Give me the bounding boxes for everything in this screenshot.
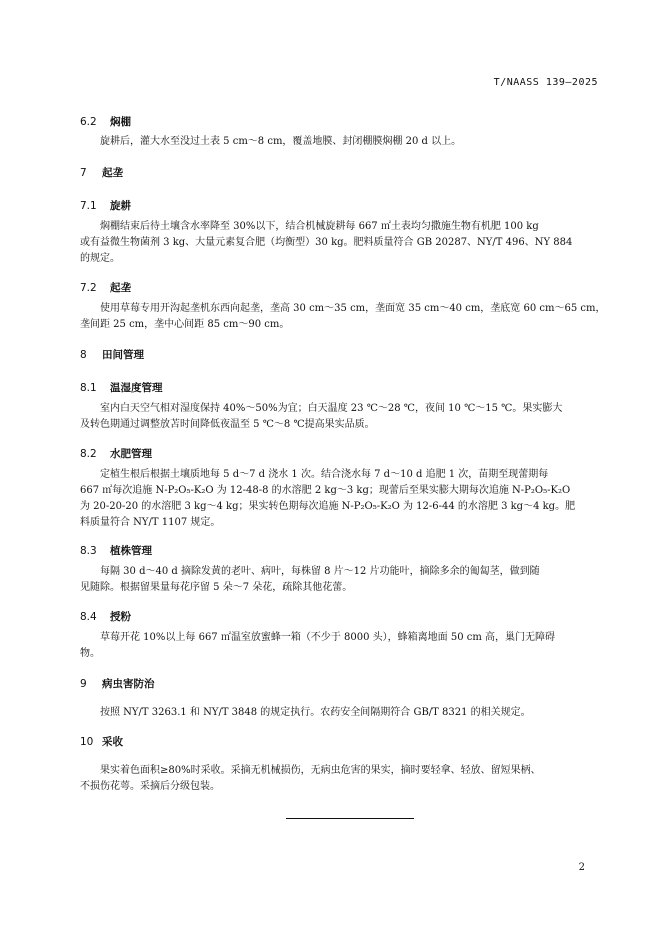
section-body-7-1 bbox=[80, 219, 604, 267]
body-line: 旋耕后，灌大水至没过土表 5 cm～8 cm，覆盖地膜、封闭棚膜焖棚 20 d 以上。 bbox=[100, 136, 462, 147]
section-body-8-1 bbox=[80, 401, 604, 433]
body-line: 按照 NY/T 3263.1 和 NY/T 3848 的规定执行。农药安全间隔期符合 GB/T 8321 的相关规定。 bbox=[100, 707, 531, 718]
section-number: 10 bbox=[80, 736, 94, 748]
section-title: 起垄 bbox=[110, 282, 131, 294]
body-line: 室内白天空气相对湿度保持 40%～50%为宜；白天温度 23 ℃～28 ℃，夜间 10 ℃～15 ℃。果实膨大 bbox=[100, 403, 563, 414]
body-line: 使用草莓专用开沟起垄机东西向起垄，垄高 30 cm～35 cm，垄面宽 35 cm～40 cm，垄底宽 60 cm～65 cm， bbox=[100, 303, 606, 314]
section-heading-8-4 bbox=[80, 609, 131, 624]
section-number: 7 bbox=[80, 167, 87, 179]
body-line: 或有益微生物菌剂 3 kg、大量元素复合肥（均衡型）30 kg。肥料质量符合 GB 20287、NY/T 496、NY 884 bbox=[80, 237, 573, 248]
section-body-10 bbox=[80, 763, 604, 795]
section-body-7-2 bbox=[80, 301, 604, 333]
section-body-8-4 bbox=[80, 630, 604, 662]
section-title: 温湿度管理 bbox=[110, 382, 163, 394]
section-number: 9 bbox=[80, 678, 87, 690]
body-line: 为 20-20-20 的水溶肥 3 kg～4 kg；果实转色期每次追施 N-P₂O₅-K₂O 为 12-6-44 的水溶肥 3 kg～4 kg。肥 bbox=[80, 501, 576, 512]
section-title: 旋耕 bbox=[110, 200, 131, 212]
section-body-6-2 bbox=[80, 134, 604, 150]
section-number: 7.2 bbox=[80, 282, 97, 294]
body-line: 物。 bbox=[80, 648, 100, 659]
body-line: 草莓开花 10%以上每 667 ㎡温室放蜜蜂一箱（不少于 8000 头），蜂箱离地面 50 cm 高，巢门无障碍 bbox=[100, 632, 555, 643]
section-title: 焖棚 bbox=[110, 116, 131, 128]
body-line: 不损伤花萼。采摘后分级包装。 bbox=[80, 781, 220, 792]
section-heading-8-1 bbox=[80, 380, 163, 395]
body-line: 的规定。 bbox=[80, 253, 120, 264]
body-line: 定植生根后根据土壤质地每 5 d～7 d 浇水 1 次。结合浇水每 7 d～10 d 追肥 1 次，苗期至现蕾期每 bbox=[100, 469, 549, 480]
section-heading-7-2 bbox=[80, 280, 131, 295]
section-number: 8.3 bbox=[80, 545, 97, 557]
section-title: 病虫害防治 bbox=[102, 678, 155, 690]
body-line: 焖棚结束后待土壤含水率降至 30%以下，结合机械旋耕每 667 ㎡土表均匀撒施生物有机肥 100 kg bbox=[100, 221, 539, 232]
section-number: 8.2 bbox=[80, 448, 97, 460]
section-number: 7.1 bbox=[80, 200, 97, 212]
body-line: 667 ㎡每次追施 N-P₂O₅-K₂O 为 12-48-8 的水溶肥 2 kg～3 kg；现蕾后至果实膨大期每次追施 N-P₂O₅-K₂O bbox=[80, 485, 571, 496]
section-title: 田间管理 bbox=[102, 349, 144, 361]
section-number: 6.2 bbox=[80, 116, 97, 128]
section-heading-8 bbox=[80, 347, 144, 362]
section-heading-10 bbox=[80, 734, 123, 749]
section-title: 植株管理 bbox=[110, 545, 152, 557]
section-heading-9 bbox=[80, 676, 155, 691]
body-line: 每隔 30 d～40 d 摘除发黄的老叶、病叶，每株留 8 片～12 片功能叶，摘除多余的匍匐茎，做到随 bbox=[100, 566, 540, 577]
section-number: 8 bbox=[80, 349, 87, 361]
body-line: 及转色期通过调整放苫时间降低夜温至 5 ℃～8 ℃提高果实品质。 bbox=[80, 419, 375, 430]
body-line: 垄间距 25 cm，垄中心间距 85 cm～90 cm。 bbox=[80, 319, 290, 330]
section-heading-8-3 bbox=[80, 543, 152, 558]
section-body-9 bbox=[80, 705, 604, 721]
body-line: 果实着色面积≥80%时采收。采摘无机械损伤，无病虫危害的果实，摘时要轻拿、轻放、留短果柄、 bbox=[100, 765, 541, 776]
section-title: 起垄 bbox=[102, 167, 123, 179]
section-body-8-3 bbox=[80, 564, 604, 596]
section-title: 水肥管理 bbox=[110, 448, 152, 460]
standard-code: T/NAASS 139—2025 bbox=[493, 77, 598, 88]
section-title: 授粉 bbox=[110, 611, 131, 623]
section-heading-8-2 bbox=[80, 446, 152, 461]
body-line: 见随除。根据留果量每花序留 5 朵～7 朵花，疏除其他花蕾。 bbox=[80, 582, 353, 593]
end-rule bbox=[286, 818, 414, 819]
section-number: 8.1 bbox=[80, 382, 97, 394]
body-line: 料质量符合 NY/T 1107 规定。 bbox=[80, 517, 221, 528]
section-title: 采收 bbox=[102, 736, 123, 748]
section-body-8-2 bbox=[80, 467, 604, 531]
section-heading-7 bbox=[80, 165, 123, 180]
section-number: 8.4 bbox=[80, 611, 97, 623]
section-heading-6-2 bbox=[80, 114, 131, 129]
page-number: 2 bbox=[578, 862, 585, 873]
section-heading-7-1 bbox=[80, 198, 131, 213]
